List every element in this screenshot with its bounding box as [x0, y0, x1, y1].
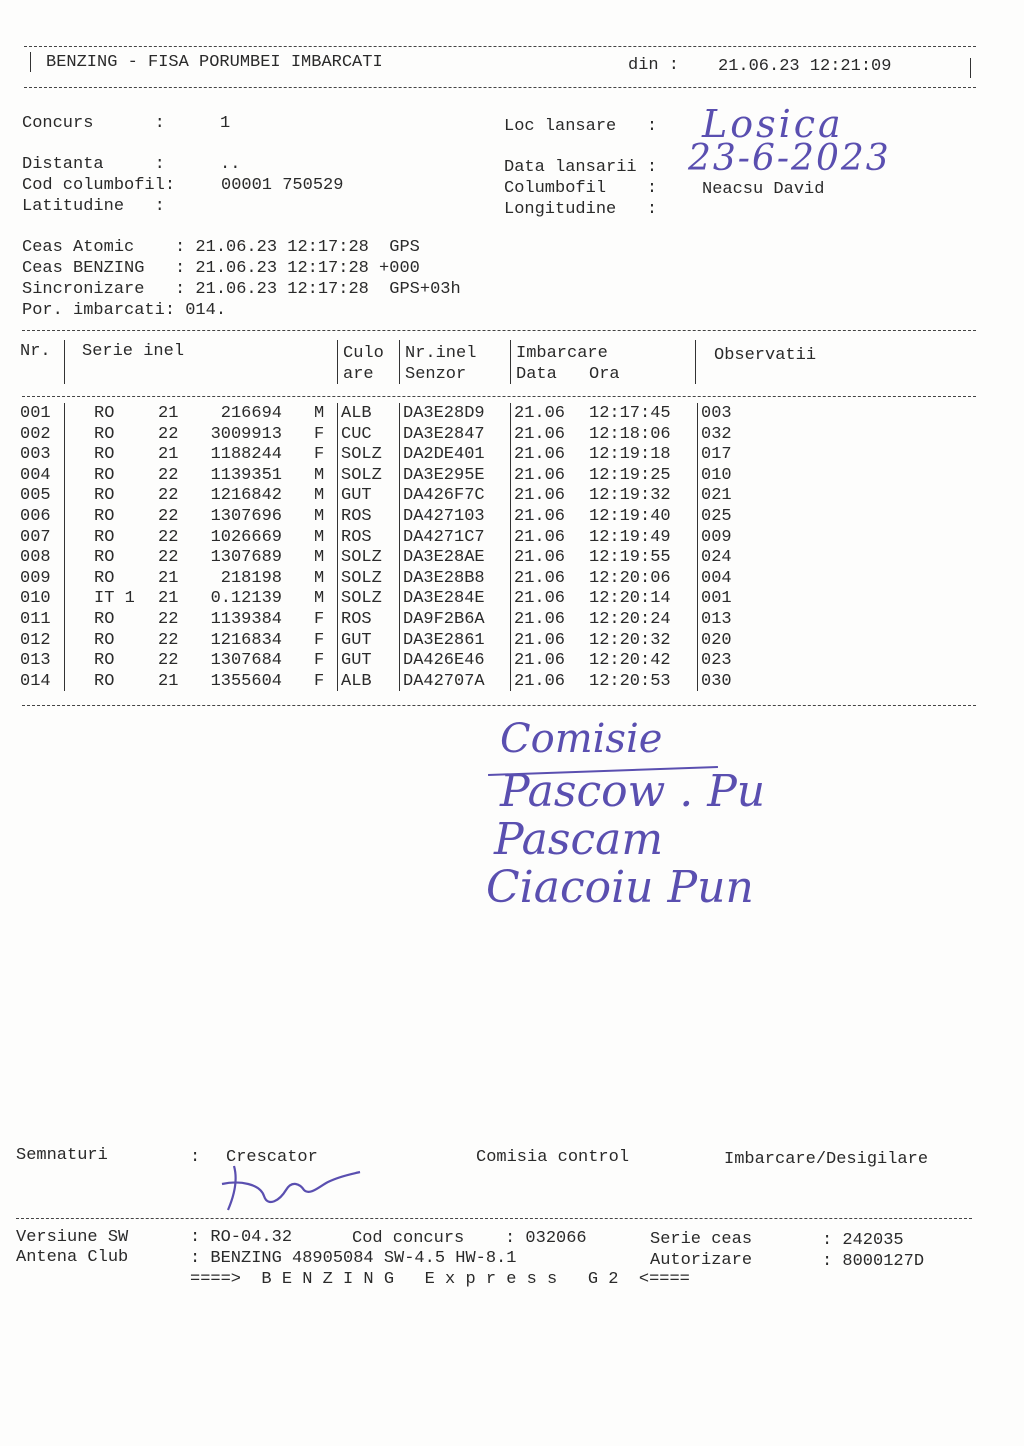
cell-ora: 12:20:24: [589, 610, 671, 629]
cell-nr: 011: [20, 610, 51, 629]
cell-senzor: DA3E28AE: [403, 548, 485, 568]
cell-senzor: DA2DE401: [403, 445, 485, 465]
cell-an: 21: [158, 568, 179, 588]
comisia-control-label: Comisia control: [476, 1148, 630, 1167]
cell-tara: RO: [94, 548, 115, 568]
cell-ora: 12:19:55: [589, 548, 671, 568]
cell-tara: RO: [94, 445, 115, 465]
cell-inel: 1307684: [210, 651, 282, 671]
cell-data: 21.06: [514, 651, 566, 671]
cod-columbofil-label: Cod columbofil:: [22, 176, 176, 195]
cell-senzor: DA3E2861: [403, 630, 485, 650]
col-header-observatii: Observatii: [714, 346, 817, 365]
concurs-label: Concurs :: [22, 114, 165, 133]
cell-obs: 025: [701, 507, 732, 526]
hdr-sep-1: [64, 340, 65, 384]
cell-data: 21.06: [514, 548, 566, 568]
cell-culoare: SOLZ: [341, 445, 382, 465]
cell-senzor: DA42707A: [403, 671, 485, 691]
cell-inel: 218198: [220, 568, 282, 588]
cell-data: 21.06: [514, 527, 566, 547]
cell-ora: 12:18:06: [589, 424, 671, 444]
autorizare-value: : 8000127D: [822, 1252, 925, 1271]
cell-data: 21.06: [514, 424, 566, 444]
cell-obs: 023: [701, 651, 732, 671]
cell-inel: 1026669: [210, 527, 282, 547]
handwritten-ciacoiu: Ciacoiu Pun: [486, 862, 754, 913]
data-lansarii-label: Data lansarii :: [504, 158, 658, 177]
cell-senzor: DA426E46: [403, 651, 485, 671]
handwritten-pascow: Pascow . Pu: [500, 766, 766, 817]
cell-inel: 3009913: [210, 424, 282, 444]
cell-data: 21.06: [514, 630, 566, 650]
cell-senzor: DA9F2B6A: [403, 610, 485, 629]
cell-nr: 007: [20, 527, 51, 547]
cell-culoare: ROS: [341, 610, 372, 629]
cell-obs: 004: [701, 568, 732, 588]
cell-senzor: DA426F7C: [403, 486, 485, 506]
cell-tara: RO: [94, 465, 115, 485]
din-label: din :: [628, 56, 680, 75]
cell-senzor: DA3E2847: [403, 424, 485, 444]
header-left-bar: [30, 52, 31, 72]
cell-sex: M: [314, 507, 325, 526]
antena-club-value: : BENZING 48905084 SW-4.5 HW-8.1: [190, 1249, 517, 1268]
serie-ceas-value: : 242035: [822, 1231, 904, 1250]
cell-culoare: SOLZ: [341, 589, 382, 609]
cell-tara: RO: [94, 671, 115, 691]
cell-data: 21.06: [514, 610, 566, 629]
cell-inel: 1216842: [210, 486, 282, 506]
col-header-imbarcare: Imbarcare: [516, 344, 608, 363]
col-sep-4: [510, 403, 511, 691]
table-top-rule: [22, 330, 976, 331]
cell-culoare: SOLZ: [341, 568, 382, 588]
cell-tara: RO: [94, 404, 115, 423]
longitudine-label: Longitudine :: [504, 200, 658, 219]
cell-senzor: DA3E284E: [403, 589, 485, 609]
handwritten-comisie: Comisie: [500, 716, 663, 762]
col-header-nr: Nr.: [20, 342, 51, 361]
col-sep-5: [697, 403, 698, 691]
cell-data: 21.06: [514, 404, 566, 423]
cell-an: 21: [158, 671, 179, 691]
cell-obs: 013: [701, 610, 732, 629]
cell-nr: 004: [20, 465, 51, 485]
cod-concurs: Cod concurs : 032066: [352, 1229, 587, 1248]
cell-nr: 001: [20, 404, 51, 423]
cell-nr: 005: [20, 486, 51, 506]
columbofil-value: Neacsu David: [702, 180, 825, 199]
table-bottom-rule: [22, 705, 976, 706]
versiune-sw-label: Versiune SW: [16, 1228, 129, 1247]
cell-ora: 12:20:53: [589, 671, 671, 691]
cell-obs: 024: [701, 548, 732, 568]
cell-data: 21.06: [514, 445, 566, 465]
cell-inel: 1307689: [210, 548, 282, 568]
cell-data: 21.06: [514, 465, 566, 485]
cell-sex: M: [314, 465, 325, 485]
cell-ora: 12:20:32: [589, 630, 671, 650]
cell-tara: RO: [94, 610, 115, 629]
document-title: BENZING - FISA PORUMBEI IMBARCATI: [46, 53, 383, 72]
cell-an: 22: [158, 548, 179, 568]
cell-obs: 032: [701, 424, 732, 444]
cell-data: 21.06: [514, 486, 566, 506]
cell-ora: 12:20:06: [589, 568, 671, 588]
cell-tara: RO: [94, 568, 115, 588]
cell-ora: 12:20:14: [589, 589, 671, 609]
versiune-sw-value: : RO-04.32: [190, 1228, 293, 1247]
cell-an: 22: [158, 527, 179, 547]
cell-culoare: GUT: [341, 630, 372, 650]
cell-ora: 12:19:40: [589, 507, 671, 526]
handwritten-pascam: Pascam: [494, 814, 664, 865]
cell-culoare: GUT: [341, 486, 372, 506]
col-sep-3: [399, 403, 400, 691]
cell-nr: 012: [20, 630, 51, 650]
loc-lansare-value: Losica: [702, 102, 844, 146]
col-header-culoare-1: Culo: [343, 344, 384, 363]
cell-data: 21.06: [514, 589, 566, 609]
benzing-brand-line: ====> B E N Z I N G E x p r e s s G 2 <====: [190, 1270, 690, 1289]
cell-an: 21: [158, 404, 179, 423]
cell-obs: 009: [701, 527, 732, 547]
cell-tara: IT 1: [94, 589, 135, 609]
semnaturi-colon: :: [190, 1148, 201, 1167]
crescator-signature: [220, 1160, 380, 1220]
cell-an: 21: [158, 589, 179, 609]
cell-tara: RO: [94, 651, 115, 671]
cell-nr: 003: [20, 445, 51, 465]
cell-obs: 003: [701, 404, 732, 423]
cell-an: 22: [158, 610, 179, 629]
table-header-rule: [22, 396, 976, 397]
header-right-bar: [970, 58, 971, 78]
ceas-benzing: Ceas BENZING : 21.06.23 12:17:28 +000: [22, 259, 420, 278]
cell-an: 22: [158, 507, 179, 526]
cell-sex: F: [314, 651, 325, 671]
cell-nr: 009: [20, 568, 51, 588]
cell-sex: F: [314, 445, 325, 465]
col-sep-1: [64, 403, 65, 691]
cell-an: 22: [158, 424, 179, 444]
cell-nr: 010: [20, 589, 51, 609]
cell-sex: F: [314, 671, 325, 691]
cell-senzor: DA3E28B8: [403, 568, 485, 588]
cell-tara: RO: [94, 486, 115, 506]
cell-data: 21.06: [514, 671, 566, 691]
col-sep-2: [337, 403, 338, 691]
footer-rule: [16, 1218, 972, 1219]
cell-senzor: DA3E28D9: [403, 404, 485, 423]
col-header-data: Data: [516, 365, 557, 384]
cell-obs: 020: [701, 630, 732, 650]
col-header-culoare-2: are: [343, 365, 374, 384]
autorizare-label: Autorizare: [650, 1251, 753, 1270]
cell-senzor: DA4271C7: [403, 527, 485, 547]
serie-ceas-label: Serie ceas: [650, 1230, 753, 1249]
cell-nr: 008: [20, 548, 51, 568]
header-rule: [24, 87, 976, 88]
cell-ora: 12:19:32: [589, 486, 671, 506]
cell-tara: RO: [94, 507, 115, 526]
latitudine-label: Latitudine :: [22, 197, 165, 216]
sincronizare: Sincronizare : 21.06.23 12:17:28 GPS+03h: [22, 280, 461, 299]
columbofil-label: Columbofil :: [504, 179, 658, 198]
distanta-value: ..: [220, 155, 241, 174]
cell-ora: 12:17:45: [589, 404, 671, 423]
cell-obs: 030: [701, 671, 732, 691]
cell-senzor: DA427103: [403, 507, 485, 526]
col-header-serie: Serie inel: [82, 342, 185, 361]
cell-an: 22: [158, 651, 179, 671]
cell-inel: 0.12139: [210, 589, 282, 609]
cell-data: 21.06: [514, 507, 566, 526]
hdr-sep-2: [337, 340, 338, 384]
cell-inel: 1307696: [210, 507, 282, 526]
cell-an: 22: [158, 630, 179, 650]
cell-nr: 013: [20, 651, 51, 671]
cell-culoare: SOLZ: [341, 465, 382, 485]
cell-sex: M: [314, 568, 325, 588]
cell-nr: 006: [20, 507, 51, 526]
hdr-sep-4: [510, 340, 511, 384]
cell-inel: 1216834: [210, 630, 282, 650]
cell-nr: 002: [20, 424, 51, 444]
cell-culoare: ROS: [341, 507, 372, 526]
col-header-nrinel-1: Nr.inel: [405, 344, 477, 363]
porumbei-imbarcati: Por. imbarcati: 014.: [22, 301, 227, 320]
cell-sex: F: [314, 424, 325, 444]
cell-culoare: ALB: [341, 671, 372, 691]
cell-tara: RO: [94, 527, 115, 547]
cod-columbofil-value: 00001 750529: [221, 176, 344, 195]
top-rule: [24, 46, 976, 47]
cell-inel: 1139351: [210, 465, 282, 485]
loc-lansare-label: Loc lansare :: [504, 117, 658, 136]
data-lansarii-value: 23-6-2023: [688, 138, 891, 179]
semnaturi-label: Semnaturi: [16, 1146, 108, 1165]
cell-an: 22: [158, 465, 179, 485]
cell-sex: M: [314, 527, 325, 547]
cell-culoare: SOLZ: [341, 548, 382, 568]
cell-tara: RO: [94, 424, 115, 444]
cell-obs: 017: [701, 445, 732, 465]
cell-obs: 021: [701, 486, 732, 506]
cell-senzor: DA3E295E: [403, 465, 485, 485]
cell-sex: M: [314, 404, 325, 423]
cell-ora: 12:19:49: [589, 527, 671, 547]
cell-culoare: GUT: [341, 651, 372, 671]
ceas-atomic: Ceas Atomic : 21.06.23 12:17:28 GPS: [22, 238, 420, 257]
cell-inel: 216694: [220, 404, 282, 423]
cell-sex: M: [314, 486, 325, 506]
cell-ora: 12:19:18: [589, 445, 671, 465]
cell-culoare: ROS: [341, 527, 372, 547]
cell-ora: 12:19:25: [589, 465, 671, 485]
cell-nr: 014: [20, 671, 51, 691]
print-timestamp: 21.06.23 12:21:09: [718, 57, 892, 76]
cell-an: 21: [158, 445, 179, 465]
hdr-sep-3: [399, 340, 400, 384]
cell-an: 22: [158, 486, 179, 506]
cell-culoare: CUC: [341, 424, 372, 444]
cell-inel: 1139384: [210, 610, 282, 629]
imbarcare-desigilare-label: Imbarcare/Desigilare: [724, 1150, 929, 1169]
cell-inel: 1188244: [210, 445, 282, 465]
cell-inel: 1355604: [210, 671, 282, 691]
cell-sex: M: [314, 589, 325, 609]
cell-sex: F: [314, 630, 325, 650]
col-header-nrinel-2: Senzor: [405, 365, 467, 384]
cell-data: 21.06: [514, 568, 566, 588]
concurs-value: 1: [220, 114, 231, 133]
antena-club-label: Antena Club: [16, 1248, 129, 1267]
cell-ora: 12:20:42: [589, 651, 671, 671]
cell-obs: 001: [701, 589, 732, 609]
cell-tara: RO: [94, 630, 115, 650]
hdr-sep-5: [695, 340, 696, 384]
distanta-label: Distanta :: [22, 155, 165, 174]
crescator-label: Crescator: [226, 1148, 318, 1167]
cell-culoare: ALB: [341, 404, 372, 423]
cell-obs: 010: [701, 465, 732, 485]
col-header-ora: Ora: [589, 365, 620, 384]
cell-sex: F: [314, 610, 325, 629]
cell-sex: M: [314, 548, 325, 568]
